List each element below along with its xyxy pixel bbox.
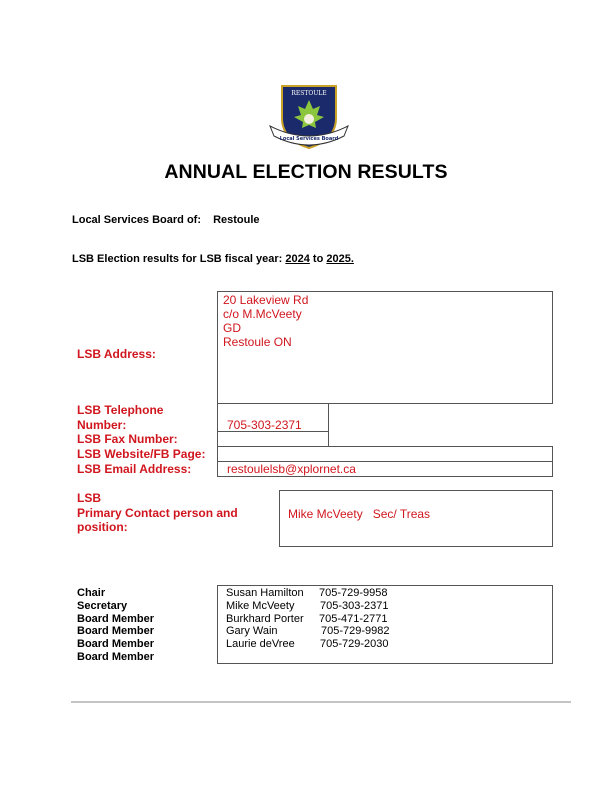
- role-label: Secretary: [77, 599, 128, 612]
- email-field[interactable]: restoulelsb@xplornet.ca: [217, 461, 553, 477]
- role-label: Board Member: [77, 650, 155, 663]
- svg-text:Local Services Board: Local Services Board: [279, 136, 339, 142]
- telephone-label: LSB Telephone Number:: [77, 403, 164, 432]
- member-row: Mike McVeety 705-303-2371: [226, 599, 389, 612]
- website-field[interactable]: [217, 446, 553, 462]
- contact-label: LSB Primary Contact person and position:: [77, 491, 238, 534]
- fiscal-to: 2025.: [326, 253, 354, 265]
- member-row: Laurie deVree 705-729-2030: [226, 638, 389, 651]
- address-label: LSB Address:: [77, 347, 156, 361]
- member-row: Gary Wain 705-729-9982: [226, 625, 390, 638]
- svg-text:RESTOULE: RESTOULE: [291, 90, 327, 97]
- fiscal-to-word: to: [312, 253, 324, 265]
- role-label: Board Member: [77, 612, 155, 625]
- member-row: Burkhard Porter 705-471-2771: [226, 612, 388, 625]
- page-title: ANNUAL ELECTION RESULTS: [164, 161, 448, 183]
- telephone-field[interactable]: 705-303-2371: [217, 403, 329, 432]
- horizontal-rule: [71, 701, 571, 703]
- board-of-value: Restoule: [213, 214, 260, 226]
- address-field[interactable]: [217, 291, 553, 404]
- fiscal-label: LSB Election results for LSB fiscal year:: [72, 253, 283, 265]
- address-line: GD: [223, 321, 241, 335]
- address-line: c/o M.McVeety: [223, 307, 302, 321]
- fax-field[interactable]: [217, 431, 329, 447]
- fiscal-from: 2024: [285, 253, 310, 265]
- board-members-field[interactable]: [217, 585, 553, 664]
- website-label: LSB Website/FB Page:: [77, 447, 206, 461]
- address-line: Restoule ON: [223, 335, 292, 349]
- role-label: Board Member: [77, 625, 155, 638]
- board-of-label: Local Services Board of:: [72, 214, 201, 226]
- role-label: Board Member: [77, 638, 155, 651]
- address-line: 20 Lakeview Rd: [223, 293, 309, 307]
- fiscal-year-line: [72, 253, 354, 265]
- member-row: Susan Hamilton 705-729-9958: [226, 587, 388, 599]
- board-roles: [77, 587, 154, 664]
- contact-field[interactable]: Mike McVeety Sec/ Treas: [279, 490, 553, 547]
- restoule-crest-icon: [268, 82, 350, 152]
- role-label: Chair: [77, 587, 106, 599]
- lsb-logo: [268, 82, 350, 152]
- email-label: LSB Email Address:: [77, 462, 192, 476]
- board-of-line: [72, 214, 260, 226]
- fax-label: LSB Fax Number:: [77, 432, 178, 446]
